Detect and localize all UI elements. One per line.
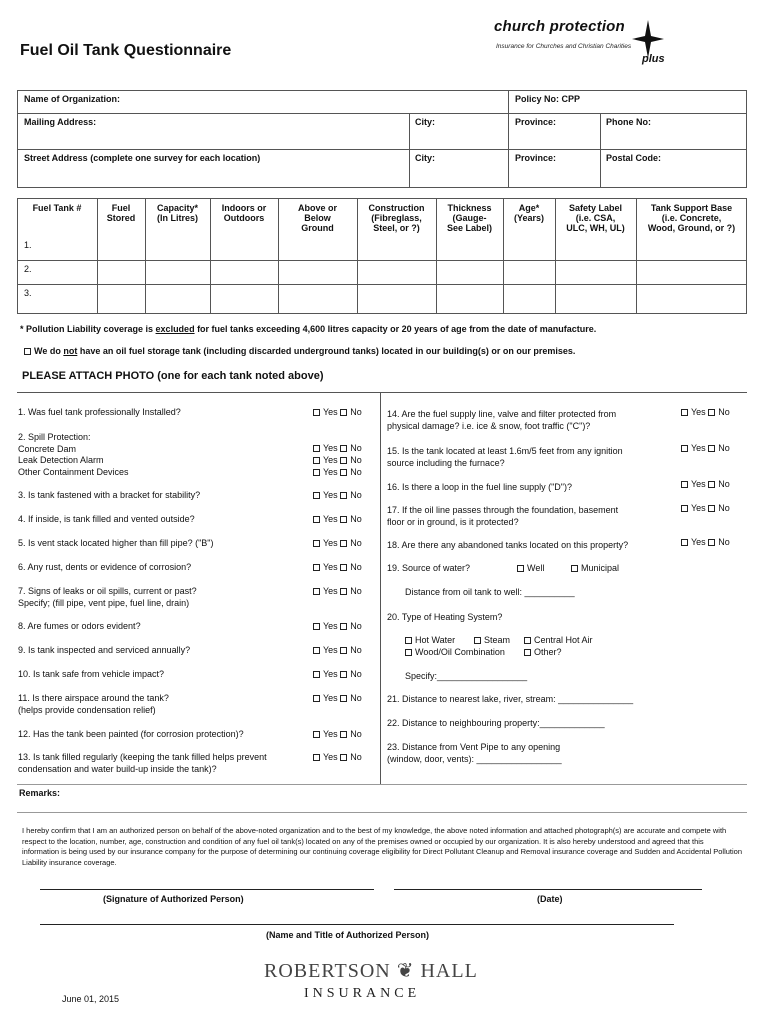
question-5: 5. Is vent stack located higher than fill pipe? ("B") [18,538,214,548]
col-header-tank-support: Tank Support Base (i.e. Concrete, Wood, Ground, or ?) [647,203,736,233]
yes-no-q18[interactable]: Yes No [681,537,730,547]
phone-no-field[interactable]: Phone No: [606,117,651,127]
province-field[interactable]: Province: [515,117,557,127]
street-address-field[interactable]: Street Address (complete one survey for each location) [24,153,261,163]
question-7: 7. Signs of leaks or oil spills, current or past? Specify; (fill pipe, vent pipe, fuel line, drain) [18,586,197,608]
remarks-field[interactable]: Remarks: [19,788,61,798]
revision-date: June 01, 2015 [62,994,120,1004]
question-19: 19. Source of water? [387,563,471,573]
question-22[interactable]: 22. Distance to neighbouring property:_____________ [387,718,605,728]
yes-no-q9[interactable]: Yes No [313,645,362,655]
logo-tagline: Insurance for Churches and Christian Charities [496,43,632,50]
church-protection-logo [494,18,684,64]
policy-no-field[interactable]: Policy No: CPP [515,94,581,104]
question-9: 9. Is tank inspected and serviced annually? [18,645,191,655]
robertson-hall-logo [264,958,478,1008]
heating-hot-water-option[interactable]: Hot Water [405,635,455,645]
water-well-option[interactable]: Well [517,563,544,573]
question-10: 10. Is tank safe from vehicle impact? [18,669,165,679]
city-field[interactable]: City: [415,117,435,127]
logo-brand-bottom: INSURANCE [304,986,421,1001]
water-municipal-option[interactable]: Municipal [571,563,619,573]
mailing-address-field[interactable]: Mailing Address: [24,117,97,127]
question-20: 20. Type of Heating System? [387,612,503,622]
name-of-organization-field[interactable]: Name of Organization: [24,94,121,104]
heating-steam-option[interactable]: Steam [474,635,510,645]
date-line[interactable] [394,889,702,890]
logo-plus: plus [642,53,665,65]
city-field-2[interactable]: City: [415,153,435,163]
col-header-capacity: Capacity* (In Litres) [156,203,199,223]
yes-no-q16[interactable]: Yes No [681,479,730,489]
col-header-thickness: Thickness (Gauge- See Label) [446,203,493,233]
postal-code-field[interactable]: Postal Code: [606,153,662,163]
page-title: Fuel Oil Tank Questionnaire [20,42,232,59]
no-tank-checkbox[interactable] [24,348,31,355]
question-13: 13. Is tank filled regularly (keeping the tank filled helps prevent condensation and water build-up inside the tank)? [18,752,267,774]
heating-central-hot-air-option[interactable]: Central Hot Air [524,635,593,645]
question-15: 15. Is the tank located at least 1.6m/5 feet from any ignition source including the furnace? [387,446,623,468]
question-3: 3. Is tank fastened with a bracket for stability? [18,490,201,500]
yes-no-q2-other[interactable]: Yes No [313,467,362,477]
heating-wood-oil-option[interactable]: Wood/Oil Combination [405,647,505,657]
signature-line[interactable] [40,889,374,890]
col-header-safety-label: Safety Label (i.e. CSA, ULC, WH, UL) [566,203,625,233]
question-1: 1. Was fuel tank professionally Installed? [18,407,181,417]
yes-no-q13[interactable]: Yes No [313,752,362,762]
col-header-above-below: Above or Below Ground [297,203,337,233]
org-info-box [17,90,747,188]
question-14: 14. Are the fuel supply line, valve and filter protected from physical damage? i.e. ice & snow, foot traffic ("C")? [387,409,617,431]
col-header-fuel-stored: Fuel Stored [106,203,136,223]
yes-no-q3[interactable]: Yes No [313,490,362,500]
heating-specify-field[interactable]: Specify:__________________ [405,671,528,681]
distance-to-well-field[interactable]: Distance from oil tank to well: __________ [405,587,575,597]
yes-no-q10[interactable]: Yes No [313,669,362,679]
signature-label: (Signature of Authorized Person) [103,894,244,904]
logo-brand: church protection [494,18,625,35]
yes-no-q7[interactable]: Yes No [313,586,362,596]
attach-photo-heading: PLEASE ATTACH PHOTO (one for each tank noted above) [22,370,324,382]
question-16: 16. Is there a loop in the fuel line supply ("D")? [387,482,572,492]
yes-no-q14[interactable]: Yes No [681,407,730,417]
table-row[interactable]: 3. [24,288,32,298]
col-header-construction: Construction (Fibreglass, Steel, or ?) [368,203,425,233]
confirmation-statement: I hereby confirm that I am an authorized person on behalf of the above-noted organization and to the best of my knowledge, the above noted information and attached photograph(s) are accurate and compete with respect to the location, number, age, construction and condition of any fuel oil tank(s) located on any of the premises owned or occupied by our organization. It is also hereby understood and agreed that this information is being used by our insurance company for the purpose of determining our continuing coverage eligibility for Direct Pollutant Cleanup and Removal insurance coverage and Sudden and Accidental Pollution Liability insurance coverage. [22,826,743,867]
question-2: 2. Spill Protection: Concrete Dam Leak Detection Alarm Other Containment Devices [18,432,129,477]
question-18: 18. Are there any abandoned tanks located on this property? [387,540,629,550]
yes-no-q17[interactable]: Yes No [681,503,730,513]
yes-no-q6[interactable]: Yes No [313,562,362,572]
question-17: 17. If the oil line passes through the foundation, basement floor or in ground, is it protected? [387,505,619,527]
col-header-age: Age* (Years) [513,203,545,223]
question-23[interactable]: 23. Distance from Vent Pipe to any opening (window, door, vents): _________________ [387,742,562,764]
no-tank-declaration: We do not have an oil fuel storage tank (including discarded underground tanks) located in our building(s) or on our premises. [24,346,575,356]
yes-no-q2-alarm[interactable]: Yes No [313,455,362,465]
table-row[interactable]: 2. [24,264,32,274]
col-header-indoors-outdoors: Indoors or Outdoors [221,203,267,223]
question-21[interactable]: 21. Distance to nearest lake, river, stream: _______________ [387,694,634,704]
yes-no-q11[interactable]: Yes No [313,693,362,703]
yes-no-q4[interactable]: Yes No [313,514,362,524]
yes-no-q12[interactable]: Yes No [313,729,362,739]
question-12: 12. Has the tank been painted (for corrosion protection)? [18,729,244,739]
name-title-label: (Name and Title of Authorized Person) [266,930,430,940]
question-4: 4. If inside, is tank filled and vented outside? [18,514,195,524]
date-label: (Date) [537,894,563,904]
yes-no-q1[interactable]: Yes No [313,407,362,417]
question-8: 8. Are fumes or odors evident? [18,621,141,631]
col-header-fuel-tank: Fuel Tank # [32,203,82,213]
star-icon [626,18,666,58]
yes-no-q2-dam[interactable]: Yes No [313,443,362,453]
table-row[interactable]: 1. [24,240,32,250]
question-6: 6. Any rust, dents or evidence of corrosion? [18,562,192,572]
logo-brand-top: ROBERTSON ❦ HALL [264,960,478,982]
heating-other-option[interactable]: Other? [524,647,562,657]
yes-no-q5[interactable]: Yes No [313,538,362,548]
name-title-line[interactable] [40,924,674,925]
question-11: 11. Is there airspace around the tank? (helps provide condensation relief) [18,693,169,715]
yes-no-q8[interactable]: Yes No [313,621,362,631]
yes-no-q15[interactable]: Yes No [681,443,730,453]
pollution-note: * Pollution Liability coverage is excluded for fuel tanks exceeding 4,600 litres capacity or 20 years of age from the date of manufacture. [20,324,597,334]
province-field-2[interactable]: Province: [515,153,557,163]
